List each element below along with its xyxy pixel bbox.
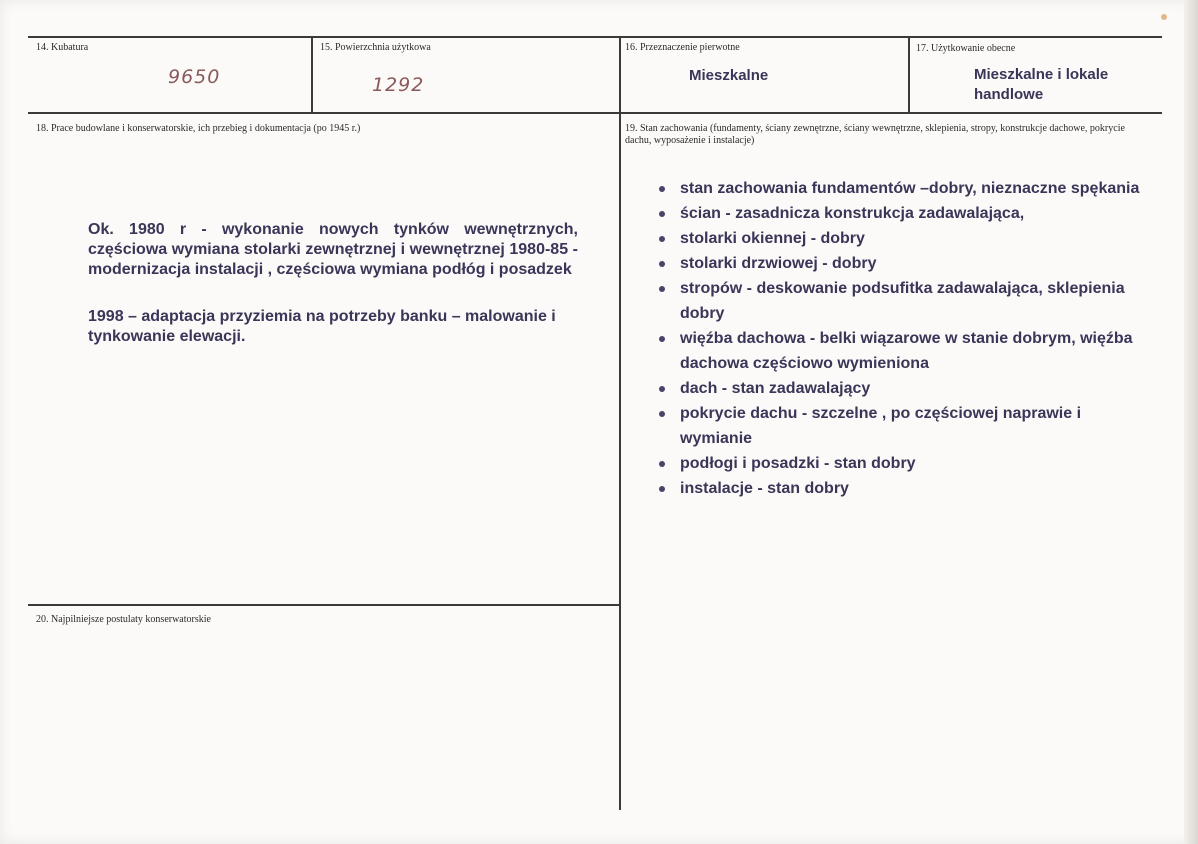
condition-item: więźba dachowa - belki wiązarowe w stanie dobrym, więźba dachowa częściowo wymieniona <box>656 326 1152 376</box>
condition-item: pokrycie dachu - szczelne , po częściowej naprawie i wymianie <box>656 401 1152 451</box>
condition-item: podłogi i posadzki - stan dobry <box>656 451 1152 476</box>
field-18-paragraph-1: Ok. 1980 r - wykonanie nowych tynków wewnętrznych, częściowa wymiana stolarki zewnętrznej i wewnętrznej 1980-85 - modernizacja instalacji , częściowa wymiana podłóg i posadzek <box>88 221 578 278</box>
condition-item: stolarki okiennej - dobry <box>656 226 1152 251</box>
condition-list <box>656 176 1152 501</box>
condition-item: stan zachowania fundamentów –dobry, nieznaczne spękania <box>656 176 1152 201</box>
field-17-value: Mieszkalne i lokale handlowe <box>974 66 1109 103</box>
field-15-value: 1292 <box>372 74 425 96</box>
stain-mark <box>1161 14 1167 20</box>
condition-item: instalacje - stan dobry <box>656 476 1152 501</box>
rule-row1-bottom <box>28 112 1162 114</box>
condition-item: ścian - zasadnicza konstrukcja zadawalająca, <box>656 201 1152 226</box>
field-18-label: 18. Prace budowlane i konserwatorskie, ich przebieg i dokumentacja (po 1945 r.) <box>36 123 361 134</box>
field-19-label: 19. Stan zachowania (fundamenty, ściany zewnętrzne, ściany wewnętrzne, sklepienia, stropy, konstrukcje dachowe, pokrycie dachu, wyposażenie i instalacje) <box>625 123 1125 146</box>
rule-top <box>28 36 1162 38</box>
field-14-value: 9650 <box>168 66 221 88</box>
rule-center <box>619 36 621 810</box>
field-15-label: 15. Powierzchnia użytkowa <box>320 42 431 53</box>
rule-col-14-15 <box>311 36 313 114</box>
rule-section-20 <box>28 604 620 606</box>
field-16-label: 16. Przeznaczenie pierwotne <box>625 42 740 53</box>
field-16-value: Mieszkalne <box>689 67 769 84</box>
condition-item: stolarki drzwiowej - dobry <box>656 251 1152 276</box>
condition-item: stropów - deskowanie podsufitka zadawalająca, sklepienia dobry <box>656 276 1152 326</box>
field-17-label: 17. Użytkowanie obecne <box>916 43 1016 54</box>
field-20-label: 20. Najpilniejsze postulaty konserwatorskie <box>36 614 211 625</box>
page-edge <box>1184 0 1198 844</box>
rule-col-16-17 <box>908 36 910 114</box>
field-18-paragraph-2: 1998 – adaptacja przyziemia na potrzeby banku – malowanie i tynkowanie elewacji. <box>88 308 556 345</box>
field-14-label: 14. Kubatura <box>36 42 89 53</box>
condition-item: dach - stan zadawalający <box>656 376 1152 401</box>
